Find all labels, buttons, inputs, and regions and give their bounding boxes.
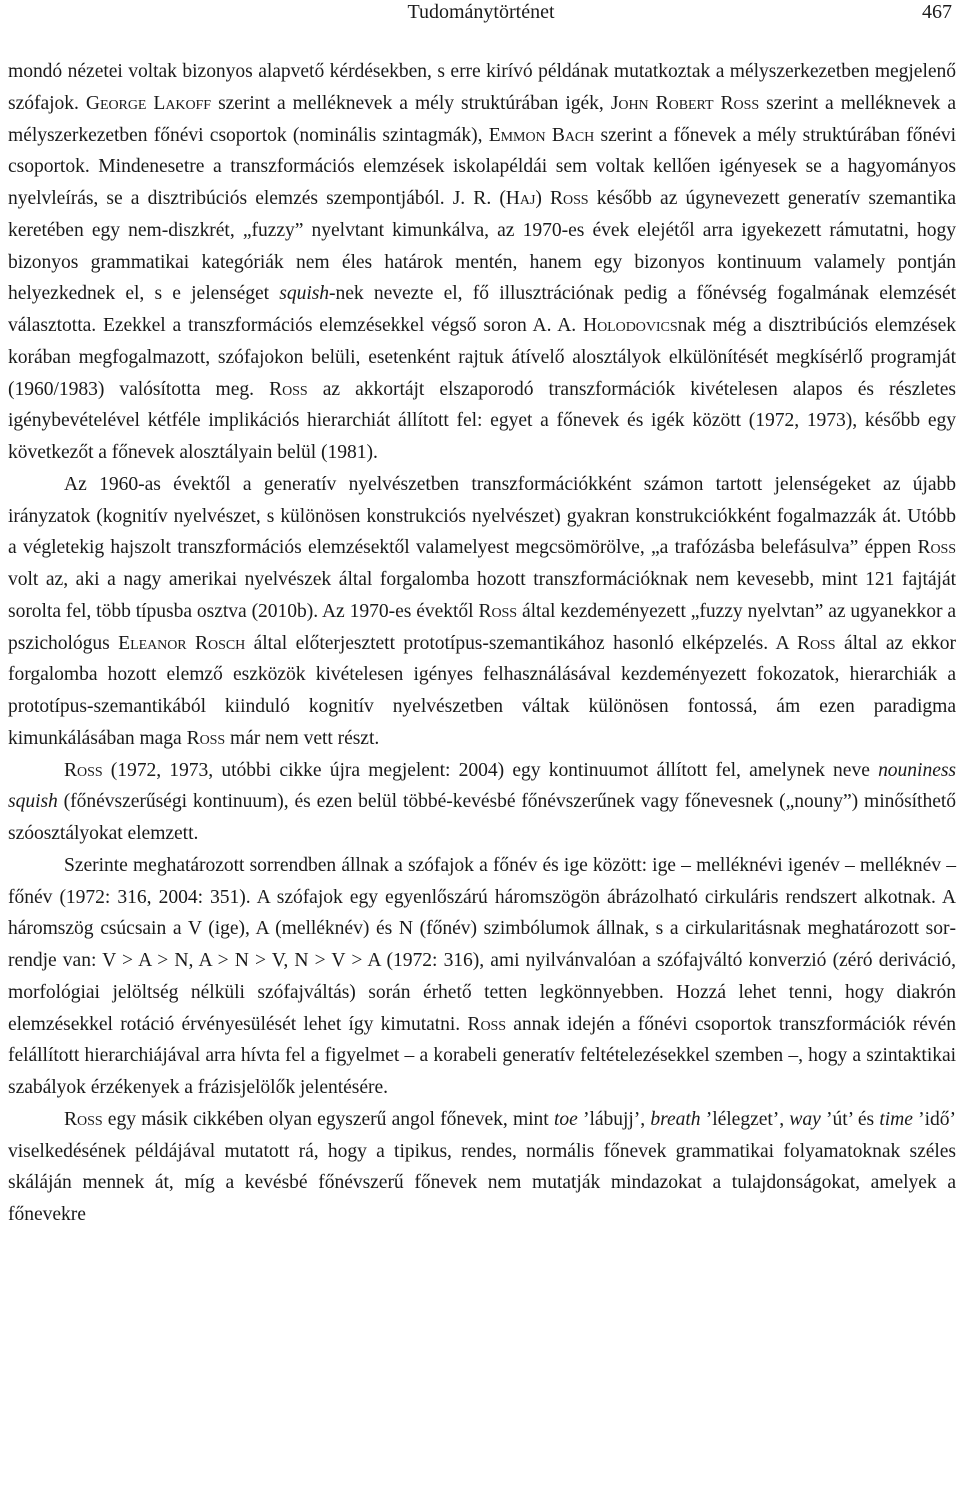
text-run: ’lábujj’, [577, 1108, 651, 1130]
italic-term: time [879, 1108, 913, 1130]
text-run: által kezdeményezett „fuzzy nyelvtan” az ugyanekkor a pszichológus [8, 600, 956, 654]
text-run: nak még a disztribúciós elemzések korában megfogalmazott, szófajokon belüli, esetenként rajtuk átívelő alosztályok elkülönítését megkísérlő programját (1960/1983) valósította meg. [8, 315, 956, 400]
text-run: volt az, aki a nagy amerikai nyelvészek által forgalomba hozott transzformációknak nem kevesebb, mint 121 fajtáját sorolta fel, több típusba osztva (2010b). Az 1970-es évektől [8, 569, 956, 622]
paragraph [8, 850, 956, 1104]
page-number: 467 [922, 1, 952, 23]
italic-term: breath [650, 1108, 701, 1130]
italic-term: squish [279, 283, 330, 305]
paragraph [8, 469, 956, 755]
text-run: Szerinte meghatározott sorrendben állnak a szófajok a főnév és ige között: ige – melléknévi igenév – melléknév – főnév (1972: 316, 2004: 351). A szófajok egy egyenlőszárú háromszögön ábrázolható cirkuláris rendszert alkotnak. A háromszög csúcsain a V (ige), A (melléknév) és N (főnév) szimbólumok állnak, s a cirkularitásnak meghatározott sorrendje van: V > A > N, A > N > V, N > V > A (1972: 316), ami nyilvánvalóan a szófajváltó konverzió (zéró deriváció, morfológiai jelöltség nélküli szófajváltás) során érhető tetten legkönnyebben. Hozzá lehet tenni, hogy diakrón elemzésekkel rotáció érvényesülését lehet így kimutatni. [8, 854, 956, 1035]
text-run: által az ekkor forgalomba hozott elemző eszközök kivételesen igényes felhasználásával kezdeményezett fokozatok, hierarchiák a prototípus-szemantikából kiinduló kognitív nyelvészetben váltak különösen fontossá, ám ezen paradigma kimunkálásában maga [8, 632, 956, 749]
text-run: ) [535, 188, 550, 209]
text-run: annak idején a főnévi csoportok transzformációk révén felállított hierarchiájával arra hívta fel a figyelmet – a korabeli generatív feltételezésekkel szemben –, hogy a szintaktikai szabályok érzékenyek a frázisjelölők jelentésére. [8, 1013, 956, 1098]
author-name: John Robert Ross [610, 92, 760, 114]
italic-term: nouniness squish [8, 759, 956, 813]
author-name: Eleanor Rosch [118, 632, 246, 654]
text-run: (1972, 1973, utóbbi cikke újra megjelent: 2004) egy kontinuumot állított fel, amelynek neve [102, 759, 879, 781]
running-head [8, 0, 954, 30]
paragraph [8, 755, 956, 850]
text-run: Az 1960-as évektől a generatív nyelvészetben transzformációkként számon tartott jelenségeket az újabb irányzatok (kognitív nyelvészet, s különösen konstrukciós nyelvészet) gyakran konstrukciókként fogalmazzák át. Utóbb a végletekig hajszolt transzformációs elemzésektől valamelyest megcsömörölve, „a trafózásba belefásulva” éppen [8, 473, 956, 559]
text-run: ’lélegzet’, [700, 1108, 790, 1130]
author-name: Holodovics [583, 315, 678, 336]
text-run: szerint a melléknevek a mély struktúrában igék, [211, 92, 611, 114]
italic-term: toe [553, 1108, 578, 1130]
text-run: szerint a főnevek a mély struktúrában főnévi csoportok. Mindenesetre a transzformációs elemzések iskolapéldái sem voltak kellően igényesek se a hagyományos nyelvleírás, se a disztribúciós elemzés szempontjából. J. R. ( [8, 124, 956, 209]
text-run: -nek nevezte el, fő illusztrációnak pedig a főnévség fogalmának elemzését választotta. Ezekkel a transzformációs elemzésekkel végső soron A. A. [8, 283, 956, 336]
text-run: később az úgynevezett generatív szemantika keretében egy nem-diszkrét, „fuzzy” nyelvtant kimunkálva, az 1970-es évek elejétől arra igyekezett rámutatni, hogy bizonyos grammatikai kategóriák nem éles határok mentén, hanem egy bizonyos kontinuum valamely pontján helyezkednek el, s e jelenséget [8, 188, 956, 305]
author-name: Ross [64, 759, 103, 781]
author-name: Haj [505, 188, 536, 209]
text-run: ’idő’ viselkedésének példájával mutatott rá, hogy a tipikus, rendes, normális főnevek grammatikai folyamatoknak széles skáláján mennek át, míg a kevésbé főnévszerű főnevek nem mutatják mindazokat a tulajdonságokat, amelyek a főnevekre [8, 1108, 956, 1225]
text-run: (főnévszerűségi kontinuum), és ezen belül többé-kevésbé főnévszerűnek vagy főnevesnek („nouny”) minősíthető szóosztályokat elemzett. [8, 791, 956, 844]
author-name: Ross [549, 188, 589, 209]
author-name: George Lakoff [85, 92, 212, 114]
author-name: Ross [467, 1013, 506, 1035]
text-run: mondó nézetei voltak bizonyos alapvető kérdésekben, s erre kirívó példának mutatkoztak a mélyszerkezetben megjelenő szófajok. [8, 61, 956, 114]
author-name: Ross [796, 632, 836, 654]
italic-term: way [789, 1108, 821, 1130]
text-run: egy másik cikkében olyan egyszerű angol főnevek, mint [102, 1108, 554, 1130]
author-name: Ross [186, 727, 226, 749]
paragraph [8, 56, 956, 469]
author-name: Ross [64, 1108, 103, 1130]
text-run: által előterjesztett prototípus-szemantikához hasonló elképzelés. A [245, 632, 797, 654]
paragraph [8, 1104, 956, 1231]
text-run: szerint a melléknevek a mélyszerkezetben főnévi csoportok (nominális szintagmák), [8, 92, 956, 146]
text-run: ’út’ és [820, 1108, 880, 1130]
author-name: Emmon Bach [488, 124, 595, 146]
author-name: Ross [478, 600, 518, 622]
running-title: Tudománytörténet [407, 1, 555, 23]
author-name: Ross [917, 537, 956, 559]
body-text [8, 56, 956, 1231]
author-name: Ross [269, 378, 308, 400]
text-run: az akkortájt elszaporodó transzformációk kivételesen alapos és részletes igénybevételével kétféle implikációs hierarchiát állított fel: egyet a főnevek és igék között (1972, 1973), később egy következőt a főnevek alosztályain belül (1981). [8, 378, 956, 463]
text-run: már nem vett részt. [225, 727, 380, 749]
